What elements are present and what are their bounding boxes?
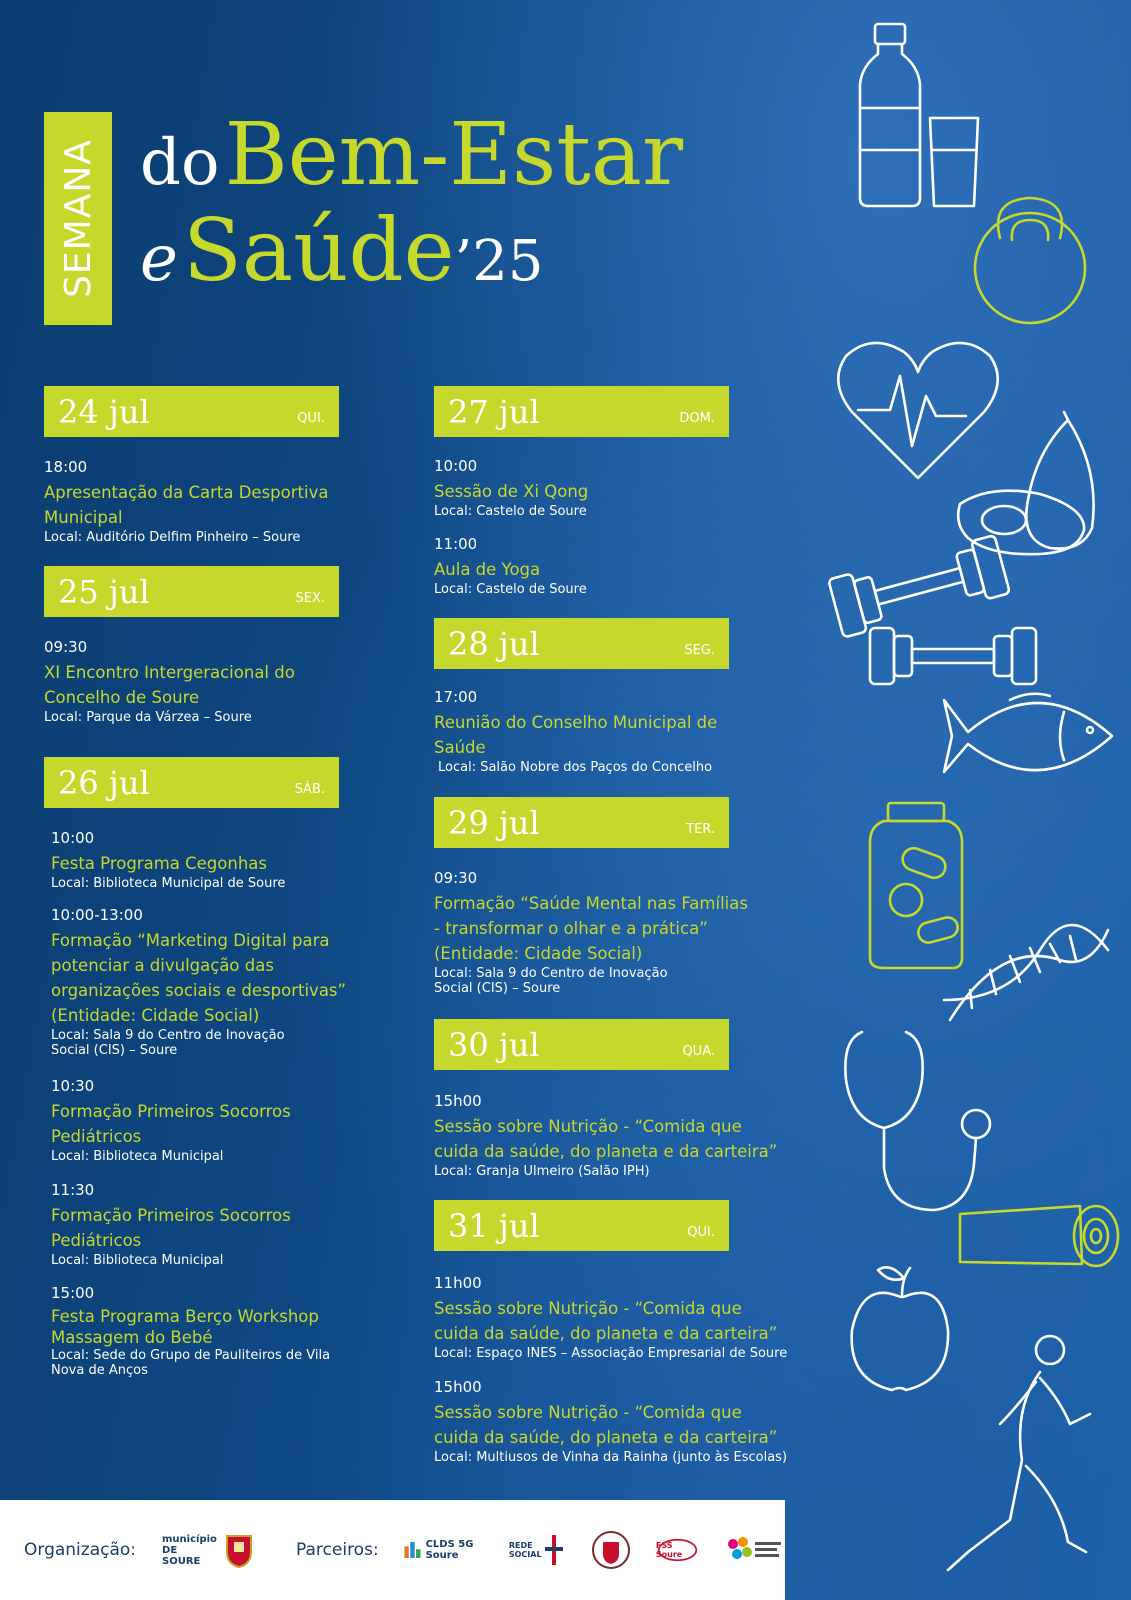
event-time: 10:00 [51,829,95,847]
title-e: e [140,222,178,296]
event-location: Local: Castelo de Soure [434,504,587,519]
clds-mark-icon [403,1535,422,1565]
dumbbell-icon [828,535,1036,684]
day-weekday: SÁB. [294,782,325,797]
event-time: 10:00 [434,457,478,475]
parceiros-label: Parceiros: [296,1540,379,1560]
event-item [434,688,764,775]
fish-icon [944,694,1112,772]
day-date: 30 jul [448,1025,540,1064]
event-time: 11:30 [51,1181,95,1199]
event-title: Apresentação da Carta Desportiva Municipal [44,483,329,527]
event-title: Festa Programa Berço Workshop Massagem do Bebé [51,1307,319,1347]
event-title: Festa Programa Cegonhas [51,854,267,873]
event-location: Local: Sala 9 do Centro de Inovação Social (CIS) – Soure [434,966,668,996]
event-time: 11:00 [434,535,478,553]
event-item [51,1077,381,1164]
partner-crest-logo [591,1528,631,1572]
event-location: Local: Multiusos de Vinha da Rainha (junto às Escolas) [434,1450,788,1465]
day-weekday: DOM. [679,411,715,426]
event-item [51,906,381,1058]
day-header-24-jul [44,386,339,437]
event-time: 10:00-13:00 [51,906,143,924]
event-location: Local: Auditório Delfim Pinheiro – Soure [44,530,301,545]
municipio-soure-logo [162,1532,254,1568]
event-time: 10:30 [51,1077,95,1095]
day-date: 26 jul [58,763,150,802]
event-title: Formação “Marketing Digital para potenciar a divulgação das organizações sociais e desportivas” (Entidade: Cidade Social) [51,931,347,1025]
event-location: Local: Sede do Grupo de Pauliteiros de Vila Nova de Anços [51,1348,331,1378]
healthy-cities-icon [725,1534,785,1566]
event-item [434,1378,788,1465]
day-weekday: TER. [686,822,715,837]
event-title: Formação Primeiros Socorros Pediátricos [51,1102,291,1146]
event-location: Local: Salão Nobre dos Paços do Concelho [438,760,713,775]
glass-icon [930,118,978,206]
event-location: Local: Biblioteca Municipal [51,1253,224,1268]
event-time: 15:00 [51,1284,95,1302]
day-weekday: SEX. [295,591,325,606]
runner-icon [948,1336,1090,1570]
stethoscope-icon [845,1032,990,1210]
day-date: 29 jul [448,803,540,842]
event-title: Sessão sobre Nutrição - “Comida que cuida da saúde, do planeta e da carteira” [434,1299,778,1343]
event-location: Local: Biblioteca Municipal [51,1149,224,1164]
day-header-28-jul [434,618,729,669]
day-date: 24 jul [58,392,150,431]
event-location: Local: Espaço INES – Associação Empresarial de Soure [434,1346,788,1361]
pill-jar-icon [870,803,962,968]
title-saude: Saúde [182,201,455,301]
event-item [51,829,381,891]
day-header-29-jul [434,797,729,848]
event-title: Reunião do Conselho Municipal de Saúde [434,713,718,757]
semana-label: SEMANA [57,139,99,298]
clds-logo-text: CLDS 5G Soure [425,1539,474,1561]
event-item [434,1092,778,1179]
event-title: Sessão sobre Nutrição - “Comida que cuida da saúde, do planeta e da carteira” [434,1117,778,1161]
event-location: Local: Granja Ulmeiro (Salão IPH) [434,1164,650,1179]
day-header-26-jul [44,757,339,808]
event-item [51,1284,381,1378]
coat-of-arms-icon [224,1532,254,1568]
event-location: Local: Biblioteca Municipal de Soure [51,876,286,891]
day-header-31-jul [434,1200,729,1251]
day-weekday: QUA. [682,1044,715,1059]
apple-icon [852,1267,948,1390]
municipios-saudaveis-logo [725,1534,785,1566]
fss-logo [657,1536,695,1564]
event-time: 11h00 [434,1274,482,1292]
footer-logos-bar [0,1500,785,1600]
event-item [434,869,764,996]
event-item [434,535,764,597]
page-title-line1 [140,105,684,205]
day-date: 25 jul [58,572,150,611]
event-title: Aula de Yoga [434,560,541,579]
event-location: Local: Castelo de Soure [434,582,587,597]
municipio-logo-text: município DE SOURE [162,1533,217,1567]
event-item [44,458,374,545]
event-title: XI Encontro Intergeracional do Concelho de Soure [44,663,295,707]
event-location: Local: Parque da Várzea – Soure [44,710,252,725]
event-location: Local: Sala 9 do Centro de Inovação Social (CIS) – Soure [51,1028,285,1058]
day-weekday: QUI. [297,411,325,426]
event-time: 18:00 [44,458,88,476]
day-header-27-jul [434,386,729,437]
event-item [51,1181,381,1268]
event-title: Sessão sobre Nutrição - “Comida que cuida da saúde, do planeta e da carteira” [434,1403,778,1447]
event-title: Formação “Saúde Mental nas Famílias - transformar o olhar e a prática” (Entidade: Cidade Social) [434,894,748,963]
day-weekday: QUI. [687,1225,715,1240]
day-header-25-jul [44,566,339,617]
rede-cross-icon [543,1533,565,1567]
rede-social-text: REDE SOCIAL [508,1541,542,1559]
day-header-30-jul [434,1019,729,1070]
event-time: 09:30 [44,638,88,656]
page-title-line2 [140,201,544,301]
rede-social-logo [509,1533,565,1567]
title-bem-estar: Bem-Estar [224,105,684,205]
title-do: do [140,126,220,200]
event-time: 15h00 [434,1092,482,1110]
water-bottle-icon [860,24,920,206]
event-time: 17:00 [434,688,478,706]
semana-banner [44,112,112,325]
day-date: 27 jul [448,392,540,431]
kettlebell-icon [975,198,1085,323]
event-item [434,1274,788,1361]
event-title: Sessão de Xi Qong [434,482,589,501]
yoga-mat-icon [960,1206,1118,1266]
event-time: 09:30 [434,869,478,887]
event-title: Formação Primeiros Socorros Pediátricos [51,1206,291,1250]
day-weekday: SEG. [684,643,715,658]
organizacao-label: Organização: [24,1540,137,1560]
day-date: 31 jul [448,1206,540,1245]
crest-icon [591,1528,631,1572]
event-item [44,638,374,725]
day-date: 28 jul [448,624,540,663]
heart-pulse-icon [838,343,997,478]
fss-logo-text: FSS Soure [655,1541,683,1559]
clds-logo [403,1535,487,1565]
dna-icon [944,925,1108,1020]
event-time: 15h00 [434,1378,482,1396]
event-item [434,457,764,519]
avocado-icon [958,412,1093,554]
title-year: ’25 [454,229,544,294]
